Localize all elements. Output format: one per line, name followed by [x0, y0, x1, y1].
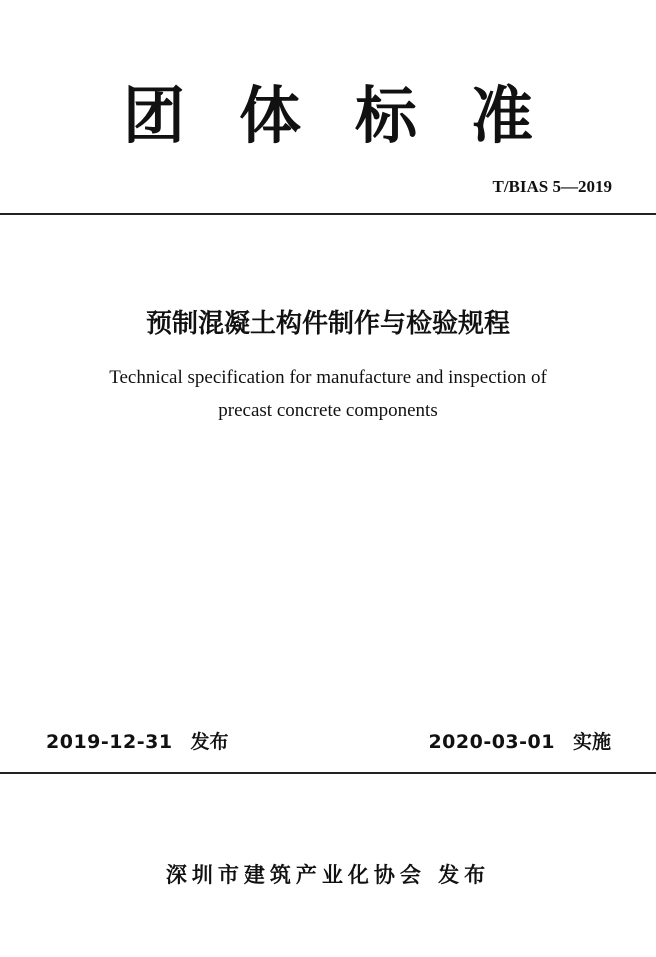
- publisher-line: 深圳市建筑产业化协会 发布: [165, 863, 491, 887]
- title-english-line-1: Technical specification for manufacture and inspection of: [109, 367, 547, 388]
- issue-date-block: [46, 729, 229, 755]
- effective-date-block: [428, 729, 611, 755]
- effective-date: 2020-03-01: [428, 731, 555, 753]
- standard-number: T/BIAS 5—2019: [492, 177, 612, 196]
- title-english-line-2: precast concrete components: [218, 400, 438, 421]
- document-category-heading: 团体标准: [122, 79, 587, 152]
- issue-label: 发布: [190, 731, 229, 753]
- bottom-divider: [0, 772, 656, 774]
- title-chinese: 预制混凝土构件制作与检验规程: [145, 309, 510, 339]
- effective-label: 实施: [572, 731, 611, 753]
- issue-date: 2019-12-31: [46, 731, 173, 753]
- top-divider: [0, 213, 656, 215]
